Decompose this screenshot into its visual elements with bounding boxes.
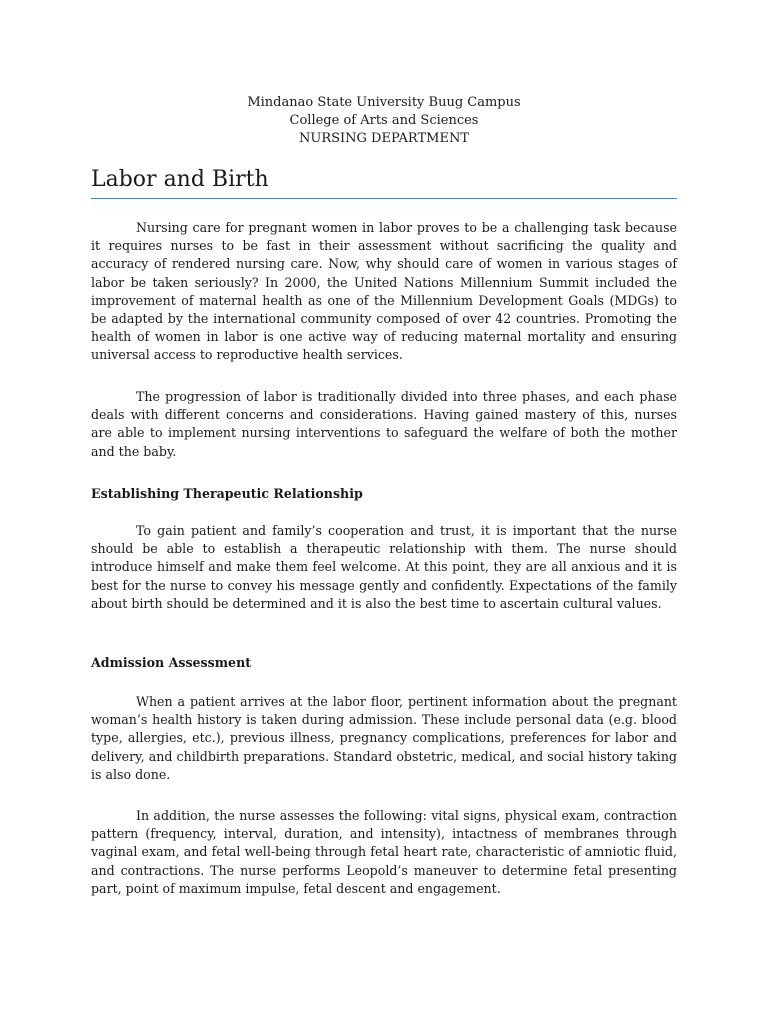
intro-paragraph-1: Nursing care for pregnant women in labor proves to be a challenging task because it requires nurses to be fast in their assessment without sacrificing the quality and accuracy of rendered nursing care. Now, why should care of women in various stages of labor be taken seriously? In 2000, the United Nations Millennium Summit included the improvement of maternal health as one of the Millennium Development Goals (MDGs) to be adapted by the international community composed of over 42 countries. Promoting the health of women in labor is one active way of reducing maternal mortality and ensuring universal access to reproductive health services. xyxy=(91,220,677,363)
admission-assessment-paragraph-1: When a patient arrives at the labor floor, pertinent information about the pregnant woman’s health history is taken during admission. These include personal data (e.g. blood type, allergies, etc.), previous illness, pregnancy complications, preferences for labor and delivery, and childbirth preparations. Standard obstetric, medical, and social history taking is also done. xyxy=(91,694,677,782)
therapeutic-relationship-paragraph: To gain patient and family’s cooperation and trust, it is important that the nurse should be able to establish a therapeutic relationship with them. The nurse should introduce himself and make them feel welcome. At this point, they are all anxious and it is best for the nurse to convey his message gently and confidently. Expectations of the family about birth should be determined and it is also the best time to ascertain cultural values. xyxy=(91,523,677,611)
document-title: Labor and Birth xyxy=(91,167,269,192)
header-department: NURSING DEPARTMENT xyxy=(299,131,469,146)
section-heading-admission-assessment: Admission Assessment xyxy=(91,655,252,670)
header-college: College of Arts and Sciences xyxy=(289,113,479,128)
intro-paragraph-2: The progression of labor is traditionally divided into three phases, and each phase deals with different concerns and considerations. Having gained mastery of this, nurses are able to implement nursing interventions to safeguard the welfare of both the mother and the baby. xyxy=(91,389,677,459)
document-header xyxy=(91,94,677,148)
section-heading-therapeutic-relationship: Establishing Therapeutic Relationship xyxy=(91,486,363,501)
admission-assessment-paragraph-2: In addition, the nurse assesses the following: vital signs, physical exam, contraction pattern (frequency, interval, duration, and intensity), intactness of membranes through vaginal exam, and fetal well-being through fetal heart rate, characteristic of amniotic fluid, and contractions. The nurse performs Leopold’s maneuver to determine fetal presenting part, point of maximum impulse, fetal descent and engagement. xyxy=(91,808,677,896)
header-university: Mindanao State University Buug Campus xyxy=(247,95,521,110)
title-underline-rule xyxy=(91,198,677,199)
